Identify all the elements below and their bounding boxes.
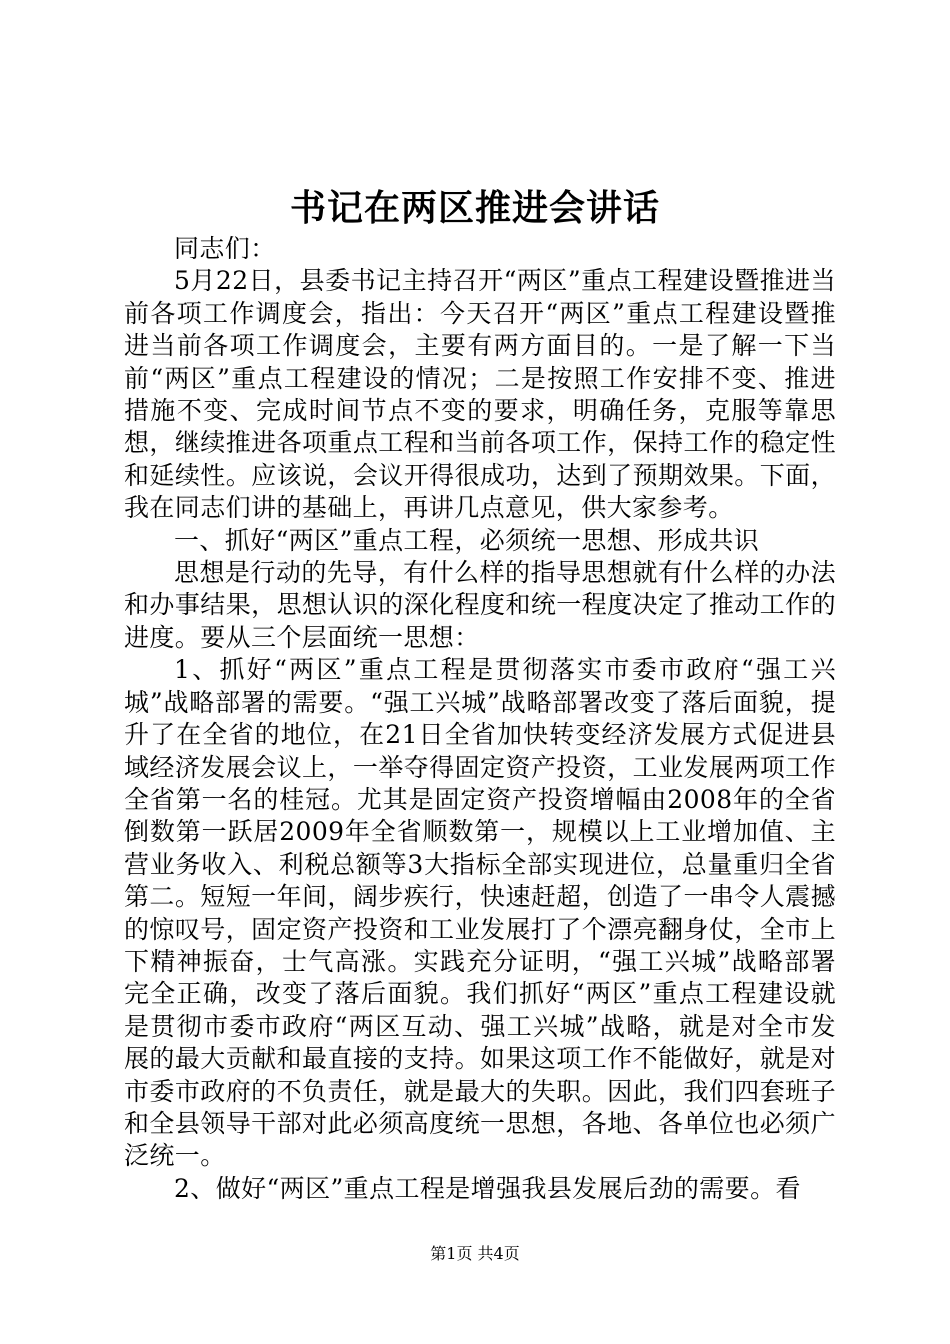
document-title: 书记在两区推进会讲话 bbox=[289, 187, 660, 229]
page-number-footer: 第1页 共4页 bbox=[430, 1244, 520, 1263]
point-2-paragraph: 2、做好“两区”重点工程是增强我县发展后劲的需要。看 bbox=[174, 1173, 801, 1203]
intro-paragraph: 5月22日，县委书记主持召开“两区”重点工程建设暨推进当前各项工作调度会，指出：今天召开“两区”重点工程建设暨推进当前各项工作调度会，主要有两方面目的。一是了解一下当前“两区”重点工程建设的情况；二是按照工作安排不变、推进措施不变、完成时间节点不变的要求，明确任务，克服等靠思想，继续推进各项重点工程和当前各项工作，保持工作的稳定性和延续性。应该说，会议开得很成功，达到了预期效果。下面，我在同志们讲的基础上，再讲几点意见，供大家参考。 bbox=[124, 266, 836, 523]
document-body bbox=[124, 233, 836, 1205]
section-heading-1: 一、抓好“两区”重点工程，必须统一思想、形成共识 bbox=[174, 525, 760, 555]
salutation-paragraph: 同志们： bbox=[174, 234, 276, 263]
point-1-paragraph: 1、抓好“两区”重点工程是贯彻落实市委市政府“强工兴城”战略部署的需要。“强工兴城”战略部署改变了落后面貌，提升了在全省的地位，在21日全省加快转变经济发展方式促进县域经济发展会议上，一举夺得固定资产投资，工业发展两项工作全省第一名的桂冠。尤其是固定资产投资增幅由2008年的全省倒数第一跃居2009年全省顺数第一，规模以上工业增加值、主营业务收入、利税总额等3大指标全部实现进位，总量重归全省第二。短短一年间，阔步疾行，快速赶超，创造了一串令人震撼的惊叹号，固定资产投资和工业发展打了个漂亮翻身仗，全市上下精神振奋，士气高涨。实践充分证明，“强工兴城”战略部署完全正确，改变了落后面貌。我们抓好“两区”重点工程建设就是贯彻市委市政府“两区互动、强工兴城”战略，就是对全市发展的最大贡献和最直接的支持。如果这项工作不能做好，就是对市委市政府的不负责任，就是最大的失职。因此，我们四套班子和全县领导干部对此必须高度统一思想，各地、各单位也必须广泛统一。 bbox=[124, 655, 836, 1171]
section-1-paragraph: 思想是行动的先导，有什么样的指导思想就有什么样的办法和办事结果，思想认识的深化程度和统一程度决定了推动工作的进度。要从三个层面统一思想： bbox=[124, 558, 836, 652]
